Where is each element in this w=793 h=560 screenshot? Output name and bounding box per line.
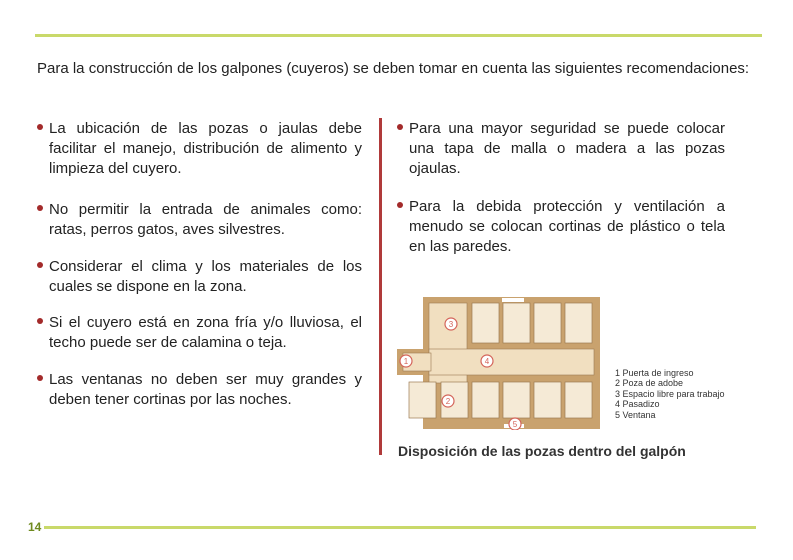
list-item [37,370,362,410]
plan-passage [429,349,594,375]
page-number: 14 [28,520,42,534]
marker-2 [442,395,454,407]
marker-4 [481,355,493,367]
marker-label: 1 [403,357,409,366]
list-item [37,257,362,297]
marker-1 [400,355,412,367]
bullet-text: Las ventanas no deben ser muy grandes y deben tener cortinas por las noches. [49,371,362,408]
marker-label: 3 [448,320,454,329]
legend-item: 4 Pasadizo [615,399,660,410]
pen-cell [503,303,530,343]
bullet-text: Para la debida protección y ventilación a menudo se colocan cortinas de plástico o tela en las paredes. [409,198,725,255]
pen-cell [409,382,436,418]
list-item [397,197,725,257]
marker-label: 2 [445,397,451,406]
bullet-icon [37,262,43,268]
right-bullet-list [397,119,725,257]
plan-window-top [502,298,524,302]
bullet-icon [37,375,43,381]
bullet-text: Para una mayor seguridad se puede colocar una tapa de malla o madera a las pozas ojaulas. [409,120,725,177]
legend-item: 1 Puerta de ingreso [615,368,694,378]
column-divider [379,118,382,455]
list-item [397,119,725,179]
pen-cell [472,303,499,343]
pen-cell [472,382,499,418]
marker-3 [445,318,457,330]
list-item [37,119,362,179]
bullet-icon [37,318,43,324]
bullet-text: No permitir la entrada de animales como: ratas, perros gatos, aves silvestres. [49,201,362,238]
bullet-icon [37,205,43,211]
pen-cell [534,303,561,343]
pen-cell [503,382,530,418]
legend-item: 5 Ventana [615,409,656,420]
left-bullet-list [37,119,362,410]
top-rule [35,34,762,37]
pen-cell [565,382,592,418]
legend-item: 2 Poza de adobe [615,378,684,389]
intro-paragraph: Para la construcción de los galpones (cuyeros) se deben tomar en cuenta las siguientes recomendaciones: [37,60,750,77]
pen-cell [565,303,592,343]
bullet-icon [397,124,403,130]
bullet-text: La ubicación de las pozas o jaulas debe facilitar el manejo, distribución de alimento y limpieza del cuyero. [49,120,362,177]
bullet-icon [37,124,43,130]
galpon-floor-plan [396,296,601,430]
bottom-rule [44,526,756,529]
bullet-text: Si el cuyero está en zona fría y/o lluviosa, el techo puede ser de calamina o teja. [49,314,362,351]
marker-label: 5 [512,420,518,429]
diagram-caption: Disposición de las pozas dentro del galpón [398,443,686,459]
list-item [37,313,362,353]
marker-5 [509,418,521,430]
bullet-text: Considerar el clima y los materiales de los cuales se dispone en la zona. [49,258,362,295]
marker-label: 4 [484,357,490,366]
pen-cell [534,382,561,418]
legend-item: 3 Espacio libre para trabajo [615,388,725,399]
bullet-icon [397,202,403,208]
diagram-legend [615,368,725,420]
list-item [37,200,362,240]
